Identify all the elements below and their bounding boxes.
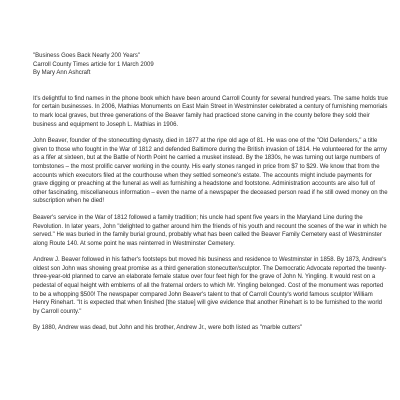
article-document (33, 52, 388, 341)
paragraph-war-service: Beaver's service in the War of 1812 followed a family tradition; his uncle had spent five years in the Maryland Line during the Revolution. In later years, John "delighted to gather around him the friends of his youth and recount the scenes of the war in which he served." He was buried in the family burial ground, probably what has been called the Beaver Family Cemetery east of Westminster along Route 140. At some point he was reinterred in Westminster Cemetery. (33, 214, 387, 247)
article-title: "Business Goes Back Nearly 200 Years" (33, 53, 140, 59)
article-byline: By Mary Ann Ashcraft (33, 70, 91, 77)
paragraph-intro: It's delightful to find names in the phone book which have been around Carroll County for several hundred years. The same holds true for certain businesses. In 2006, Mathias Monuments on East Main Street in Westminster celebrated a century of furnishing memorials to mark local graves, but three generations of the Beaver family had practiced stone carving in the county before they sold their business and equipment to Joseph L. Mathias in 1906. (33, 95, 388, 128)
paragraph-john-beaver: John Beaver, founder of the stonecutting dynasty, died in 1877 at the ripe old age of 81. He was one of the "Old Defenders," a title given to those who fought in the War of 1812 and defended Baltimore during the British invasion of 1814. He volunteered for the army as a fifer at sixteen, but at the Battle of North Point he carried a musket instead. By the 1830s, he was turning out large numbers of tombstones – the most prolific carver working in the county. His early stones ranged in price from $7 to $29. We know that from the accounts which executors filed at the courthouse when they settled someone's estate. The accounts might include payments for grave digging or preaching at the funeral as well as furnishing a headstone and footstone. Administration accounts are also full of other fascinating, miscellaneous information – even the name of a newspaper the deceased person read if he still owed money on the subscription when he died! (33, 138, 388, 205)
paragraph-andrew-beaver: Andrew J. Beaver followed in his father's footsteps but moved his business and residence to Westminster in 1858. By 1873, Andrew's oldest son John was showing great promise as a third generation stonecutter/sculptor. The Democratic Advocate reported the twenty-three-year-old planned to carve an elaborate female statue over four feet high for the grave of John N. Yingling. It would rest on a pedestal of equal height with emblems of all the fraternal orders to which Mr. Yingling belonged. Cost of the monument was reported to be a whopping $500! The newspaper compared John Beaver's talent to that of Carroll County's world famous sculptor William Henry Rinehart. "It is expected that when finished [the statue] will give evidence that another Rinehart is to be furnished to the world by Carroll county." (33, 257, 387, 315)
article-header (33, 52, 388, 78)
paragraph-1880: By 1880, Andrew was dead, but John and his brother, Andrew Jr., were both listed as "marble cutters" (33, 325, 303, 332)
article-source: Carroll County Times article for 1 March 2009 (33, 61, 154, 68)
